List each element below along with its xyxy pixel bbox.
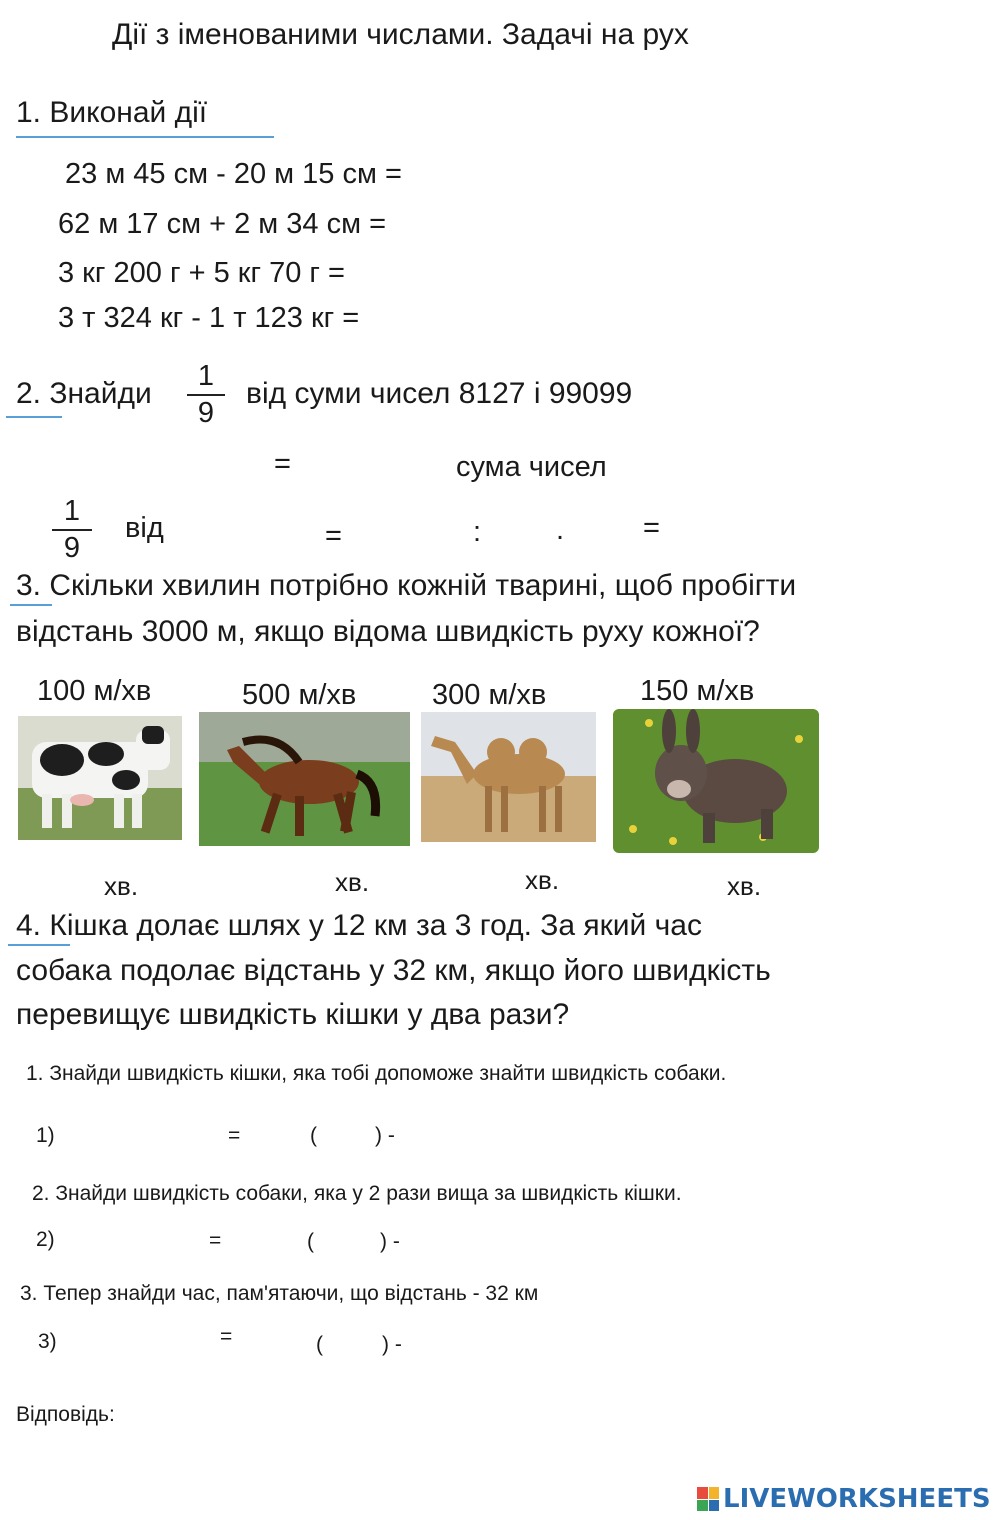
logo-text: LIVEWORKSHEETS	[723, 1484, 991, 1514]
task2-underline	[6, 416, 62, 418]
task2-heading-end: від суми чисел 8127 і 99099	[246, 377, 633, 410]
row2-number: 2)	[36, 1228, 55, 1251]
task2-colon: :	[473, 516, 482, 548]
row1-open-paren: (	[310, 1124, 317, 1147]
row3-equals: =	[220, 1325, 233, 1348]
task3-line-1: 3. Скільки хвилин потрібно кожній тварині, щоб пробігти	[16, 569, 797, 602]
task4-step-2: 2. Знайди швидкість собаки, яка у 2 рази вища за швидкість кішки.	[32, 1182, 682, 1205]
task2-fraction	[187, 362, 225, 428]
liveworksheets-logo	[697, 1484, 991, 1514]
task2-fraction-2	[52, 497, 92, 563]
answer-label: Відповідь:	[16, 1403, 115, 1426]
fraction-numerator: 1	[197, 360, 215, 392]
horse-speed: 500 м/хв	[242, 679, 357, 711]
task2-equals: =	[274, 448, 291, 480]
task4-step-1: 1. Знайди швидкість кішки, яка тобі допоможе знайти швидкість собаки.	[26, 1062, 727, 1085]
row3-open-paren: (	[316, 1333, 323, 1356]
horse-minutes-unit: хв.	[335, 867, 370, 897]
task4-underline	[8, 944, 70, 946]
row3-number: 3)	[38, 1330, 57, 1353]
task1-line-2: 62 м 17 см + 2 м 34 см =	[58, 208, 387, 240]
logo-icon	[697, 1487, 719, 1511]
task1-line-1: 23 м 45 см - 20 м 15 см =	[65, 158, 402, 190]
cow-image	[18, 716, 182, 840]
row1-close-paren: ) -	[375, 1124, 395, 1147]
task1-underline	[16, 136, 274, 138]
task4-line-3: перевищує швидкість кішки у два рази?	[16, 998, 570, 1031]
fraction-bar	[52, 529, 92, 531]
task2-heading-start: 2. Знайди	[16, 377, 152, 410]
donkey-image	[613, 709, 819, 853]
donkey-speed: 150 м/хв	[640, 675, 755, 707]
camel-image	[421, 712, 596, 842]
task4-line-1: 4. Кішка долає шлях у 12 км за 3 год. За який час	[16, 909, 702, 942]
task2-equals-3: =	[643, 512, 660, 544]
cow-speed: 100 м/хв	[37, 675, 152, 707]
task2-dot: .	[556, 514, 565, 546]
task1-line-4: 3 т 324 кг - 1 т 123 кг =	[58, 302, 360, 334]
task4-step-3: 3. Тепер знайди час, пам'ятаючи, що відстань - 32 км	[20, 1282, 539, 1305]
task2-vid: від	[125, 512, 164, 544]
task4-line-2: собака подолає відстань у 32 км, якщо його швидкість	[16, 954, 771, 987]
donkey-minutes-unit: хв.	[727, 871, 762, 901]
row2-open-paren: (	[307, 1230, 314, 1253]
page-title: Дії з іменованими числами. Задачі на рух	[112, 18, 689, 51]
fraction-numerator: 1	[63, 495, 81, 527]
row1-number: 1)	[36, 1124, 55, 1147]
task1-line-3: 3 кг 200 г + 5 кг 70 г =	[58, 257, 345, 289]
cow-minutes-unit: хв.	[104, 871, 139, 901]
fraction-denominator: 9	[197, 397, 215, 429]
task2-sum-label: сума чисел	[456, 451, 607, 483]
task2-equals-2: =	[325, 520, 342, 552]
row2-equals: =	[209, 1229, 222, 1252]
horse-image	[199, 712, 410, 846]
row1-equals: =	[228, 1124, 241, 1147]
row3-close-paren: ) -	[382, 1333, 402, 1356]
task3-line-2: відстань 3000 м, якщо відома швидкість руху кожної?	[16, 615, 760, 648]
fraction-denominator: 9	[63, 532, 81, 564]
task3-underline	[10, 604, 52, 606]
fraction-bar	[187, 394, 225, 396]
camel-speed: 300 м/хв	[432, 679, 547, 711]
task1-heading: 1. Виконай дії	[16, 96, 208, 129]
row2-close-paren: ) -	[380, 1230, 400, 1253]
camel-minutes-unit: хв.	[525, 865, 560, 895]
